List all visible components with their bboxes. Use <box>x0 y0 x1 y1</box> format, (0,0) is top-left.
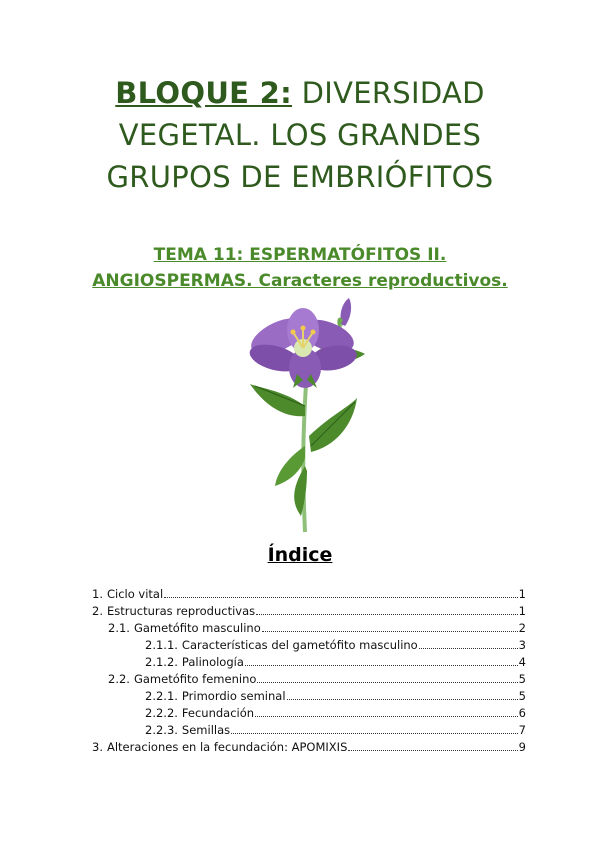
toc-entry[interactable] <box>145 638 526 655</box>
toc-number: 3. <box>92 740 103 754</box>
toc-page-number: 4 <box>518 655 526 669</box>
tema-title-line-1: TEMA 11: ESPERMATÓFITOS II. <box>153 245 447 265</box>
toc-label: Características del gametófito masculino <box>181 638 418 652</box>
toc-number: 2.1. <box>108 621 130 635</box>
toc-leader-dots <box>287 699 518 700</box>
toc-number: 2. <box>92 604 103 618</box>
toc-leader-dots <box>256 614 518 615</box>
toc-leader-dots <box>419 648 518 649</box>
toc-page-number: 9 <box>518 740 526 754</box>
toc-number: 2.1.2. <box>145 655 178 669</box>
block-title-line-1 <box>40 72 560 114</box>
block-title-line-2: VEGETAL. LOS GRANDES <box>118 118 482 152</box>
toc-page-number: 3 <box>518 638 526 652</box>
toc-label: Estructuras reproductivas <box>106 604 256 618</box>
flower-illustration-icon <box>235 296 385 534</box>
toc-entry[interactable] <box>108 672 526 689</box>
toc-leader-dots <box>262 631 518 632</box>
toc-label: Fecundación <box>181 706 255 720</box>
tema-title <box>40 242 560 294</box>
toc-number: 2.2. <box>108 672 130 686</box>
toc-leader-dots <box>245 665 518 666</box>
toc-number: 1. <box>92 587 103 601</box>
toc-entry[interactable] <box>145 723 526 740</box>
block-title-rest: DIVERSIDAD <box>292 76 485 110</box>
toc-page-number: 1 <box>518 587 526 601</box>
toc-leader-dots <box>231 733 518 734</box>
index-heading: Índice <box>267 544 333 566</box>
toc-label: Gametófito masculino <box>133 621 261 635</box>
tema-title-line-2: ANGIOSPERMAS. Caracteres reproductivos. <box>92 271 508 291</box>
toc-label: Gametófito femenino <box>133 672 257 686</box>
toc-leader-dots <box>257 682 517 683</box>
toc-entry[interactable] <box>145 706 526 723</box>
toc-number: 2.2.3. <box>145 723 178 737</box>
toc-entry[interactable] <box>145 655 526 672</box>
toc-leader-dots <box>164 597 518 598</box>
toc-entry[interactable] <box>92 740 526 757</box>
toc-page-number: 2 <box>518 621 526 635</box>
toc-entry[interactable] <box>108 621 526 638</box>
toc-page-number: 1 <box>518 604 526 618</box>
toc-entry[interactable] <box>92 604 526 621</box>
toc-leader-dots <box>255 716 518 717</box>
block-prefix: BLOQUE 2: <box>115 76 293 110</box>
toc-page-number: 6 <box>518 706 526 720</box>
toc-label: Ciclo vital <box>106 587 164 601</box>
toc-label: Palinología <box>181 655 244 669</box>
toc-label: Primordio seminal <box>181 689 286 703</box>
toc-number: 2.2.1. <box>145 689 178 703</box>
toc-leader-dots <box>348 750 517 751</box>
toc-page-number: 7 <box>518 723 526 737</box>
toc-label: Alteraciones en la fecundación: APOMIXIS <box>106 740 348 754</box>
toc-page-number: 5 <box>518 689 526 703</box>
toc-page-number: 5 <box>518 672 526 686</box>
toc-number: 2.1.1. <box>145 638 178 652</box>
toc-entry[interactable] <box>145 689 526 706</box>
block-title <box>40 72 560 198</box>
toc-number: 2.2.2. <box>145 706 178 720</box>
block-title-line-3: GRUPOS DE EMBRIÓFITOS <box>106 160 494 194</box>
toc-entry[interactable] <box>92 587 526 604</box>
toc-label: Semillas <box>181 723 231 737</box>
